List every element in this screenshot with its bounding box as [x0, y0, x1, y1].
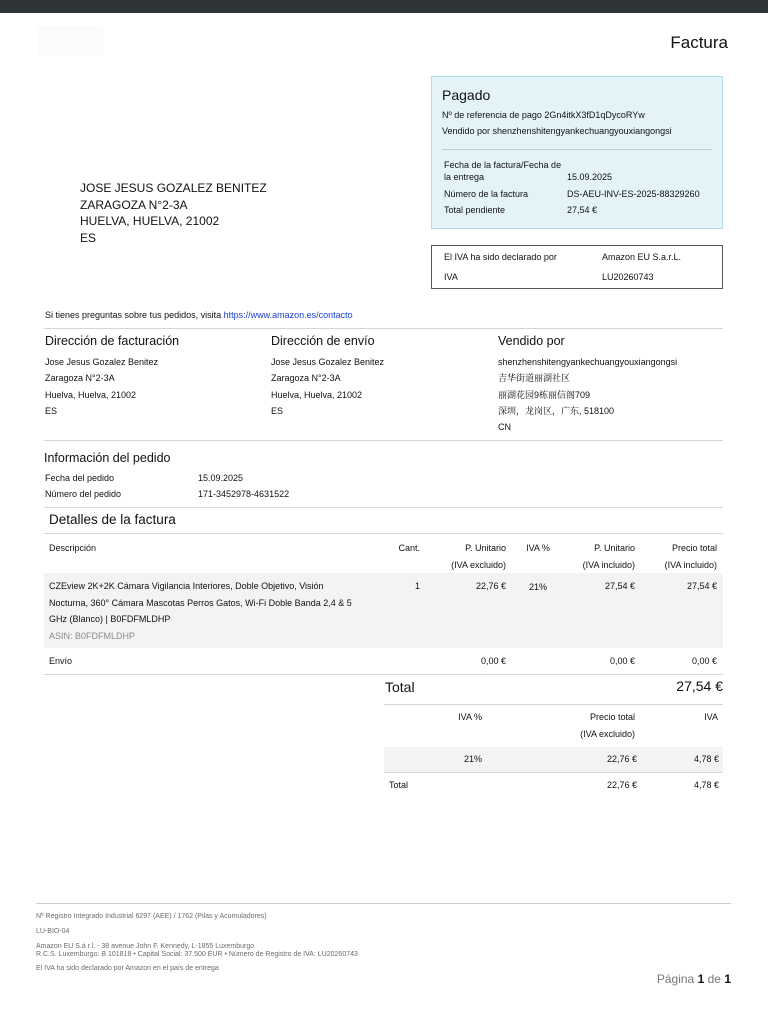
billing-city: Huelva, Huelva, 21002	[45, 389, 137, 400]
item-qty: 1	[414, 581, 420, 591]
invoice-date-value: 15.09.2025	[567, 172, 613, 182]
vat-summary-total-amount: 4,78 €	[693, 780, 719, 790]
col-header-unit-price-incl	[565, 540, 635, 573]
vat-summary-header-amount: IVA	[704, 712, 718, 722]
customer-country: ES	[80, 230, 97, 245]
item-description-line: GHz (Blanco) | B0FDFMLDHP	[49, 614, 171, 624]
col-header-total-note: (IVA incluido)	[664, 559, 717, 570]
shipping-city: Huelva, Huelva, 21002	[271, 389, 363, 400]
divider	[44, 674, 723, 675]
vat-summary-header-total-note: (IVA excluido)	[580, 728, 635, 739]
billing-country: ES	[45, 405, 58, 416]
invoice-date-label: Fecha de la factura/Fecha de la entrega	[444, 160, 562, 182]
item-unit-price: 22,76 €	[475, 581, 506, 591]
page-title: Factura	[670, 33, 728, 52]
invoice-total-value: 27,54 €	[676, 678, 723, 694]
divider	[44, 440, 723, 441]
item-unit-price-incl: 27,54 €	[604, 581, 635, 591]
col-header-vat: IVA %	[526, 543, 550, 553]
col-header-description: Descripción	[49, 543, 97, 553]
invoice-number-label: Número de la factura	[444, 189, 529, 199]
page-of: de	[707, 972, 721, 986]
footer-bio-code: LU-BIO-04	[36, 928, 70, 935]
billing-street: Zaragoza N°2-3A	[45, 373, 115, 384]
contact-link[interactable]: https://www.amazon.es/contacto	[223, 310, 353, 320]
divider	[384, 772, 723, 773]
shipping-address-column	[271, 334, 384, 419]
invoice-details-title: Detalles de la factura	[49, 512, 176, 527]
divider	[442, 149, 712, 150]
vat-summary-total-sum: 22,76 €	[606, 780, 637, 790]
shipping-street: Zaragoza N°2-3A	[271, 373, 341, 384]
top-bar	[0, 0, 768, 13]
invoice-total-label: Total	[385, 679, 415, 695]
vat-summary-total: 22,76 €	[606, 754, 637, 764]
shipping-title: Dirección de envío	[271, 334, 375, 348]
customer-city: HUELVA, HUELVA, 21002	[80, 214, 220, 228]
col-header-total-label: Precio total	[671, 543, 717, 553]
seller-name: shenzhenshitengyankechuangyouxiangongsi	[498, 357, 678, 367]
order-number-value: 171-3452978-4631522	[198, 489, 290, 499]
vat-declared-value: Amazon EU S.a.r.L.	[602, 252, 682, 262]
footer-divider	[36, 903, 731, 904]
contact-text: Si tienes preguntas sobre tus pedidos, visita	[45, 310, 222, 320]
seller-address-1: 吉华街道丽湖社区	[498, 373, 571, 384]
amount-due-value: 27,54 €	[567, 205, 598, 215]
shipping-unit-price: 0,00 €	[480, 656, 506, 666]
shipping-row-label: Envío	[49, 656, 73, 666]
vat-summary-header-total	[555, 709, 635, 742]
page-total: 1	[724, 972, 731, 986]
footer-vat-note: El IVA ha sido declarado por Amazon en el país de entrega	[36, 965, 219, 972]
seller-address-2: 丽湖花园9栋丽信阁709	[498, 389, 591, 400]
order-date-value: 15.09.2025	[198, 473, 244, 483]
seller-country: CN	[498, 422, 511, 433]
item-description-line: CZEview 2K+2K Cámara Vigilancia Interiores, Doble Objetivo, Visión	[49, 581, 324, 591]
page-label: Página	[656, 972, 695, 986]
divider	[44, 507, 723, 508]
vat-id-label: IVA	[444, 272, 458, 282]
footer-registry: Nº Registro Integrado Industrial 6297 (AEE) / 1762 (Pilas y Acumuladores)	[36, 913, 267, 920]
item-total: 27,54 €	[686, 581, 717, 591]
billing-title: Dirección de facturación	[45, 334, 180, 348]
contact-line	[45, 310, 353, 320]
item-description	[49, 578, 352, 644]
customer-street: ZARAGOZA N°2-3A	[80, 197, 188, 212]
item-asin: ASIN: B0FDFMLDHP	[49, 630, 136, 641]
seller-address-3: 深圳，龙岗区，广东, 518100	[498, 405, 615, 416]
vat-summary-amount: 4,78 €	[693, 754, 719, 764]
vat-declared-label: El IVA ha sido declarado por	[444, 252, 557, 262]
footer-company-registration: R.C.S. Luxemburgo: B 101818 • Capital Social: 37.500 EUR • Número de Registro de IVA: LU20260743	[36, 951, 358, 958]
col-header-qty: Cant.	[398, 543, 420, 553]
item-description-line: Nocturna, 360° Cámara Mascotas Perros Gatos, Wi-Fi Doble Banda 2,4 & 5	[49, 597, 352, 608]
col-header-unit-price-incl-note: (IVA incluido)	[582, 559, 635, 570]
shipping-name: Jose Jesus Gozalez Benitez	[271, 357, 385, 367]
payment-status: Pagado	[442, 87, 491, 103]
payment-seller: Vendido por shenzhenshitengyankechuangyouxiangongsi	[442, 126, 672, 136]
invoice-number-value: DS-AEU-INV-ES-2025-88329260	[567, 189, 700, 199]
col-header-unit-price-note: (IVA excluido)	[451, 559, 506, 570]
order-info-title: Información del pedido	[44, 451, 171, 465]
vat-summary-rate: 21%	[463, 754, 482, 764]
divider	[44, 328, 723, 329]
page-current: 1	[697, 972, 705, 986]
logo-placeholder	[38, 26, 104, 56]
payment-reference: Nº de referencia de pago 2Gn4itkX3fD1qDycoRYw	[442, 110, 645, 120]
footer-company-address: Amazon EU S.à r.l. - 38 avenue John F. Kennedy, L-1855 Luxemburgo	[36, 943, 255, 950]
seller-title: Vendido por	[498, 334, 565, 348]
page-number	[657, 972, 731, 986]
vat-summary-total-label: Total	[389, 780, 409, 790]
order-date-label: Fecha del pedido	[45, 473, 115, 483]
customer-address	[80, 180, 267, 246]
customer-name: JOSE JESUS GOZALEZ BENITEZ	[80, 181, 267, 195]
amount-due-label: Total pendiente	[444, 205, 506, 215]
col-header-unit-price-label: P. Unitario	[465, 543, 506, 553]
seller-column	[498, 334, 677, 435]
shipping-total: 0,00 €	[691, 656, 717, 666]
vat-declaration-box	[431, 245, 723, 289]
billing-name: Jose Jesus Gozalez Benitez	[45, 357, 159, 367]
vat-summary-header-vat: IVA %	[458, 712, 482, 722]
order-number-label: Número del pedido	[45, 489, 122, 499]
shipping-country: ES	[271, 405, 284, 416]
vat-id-value: LU20260743	[602, 272, 654, 282]
col-header-unit-price-incl-label: P. Unitario	[594, 543, 635, 553]
divider	[44, 533, 723, 534]
col-header-unit-price	[430, 540, 506, 573]
divider	[384, 704, 723, 705]
col-header-total	[645, 540, 717, 573]
vat-summary-header-total-label: Precio total	[589, 712, 635, 722]
item-vat: 21%	[528, 582, 547, 592]
shipping-unit-price-incl: 0,00 €	[609, 656, 635, 666]
payment-summary-box	[431, 76, 723, 229]
billing-address-column	[45, 334, 179, 419]
